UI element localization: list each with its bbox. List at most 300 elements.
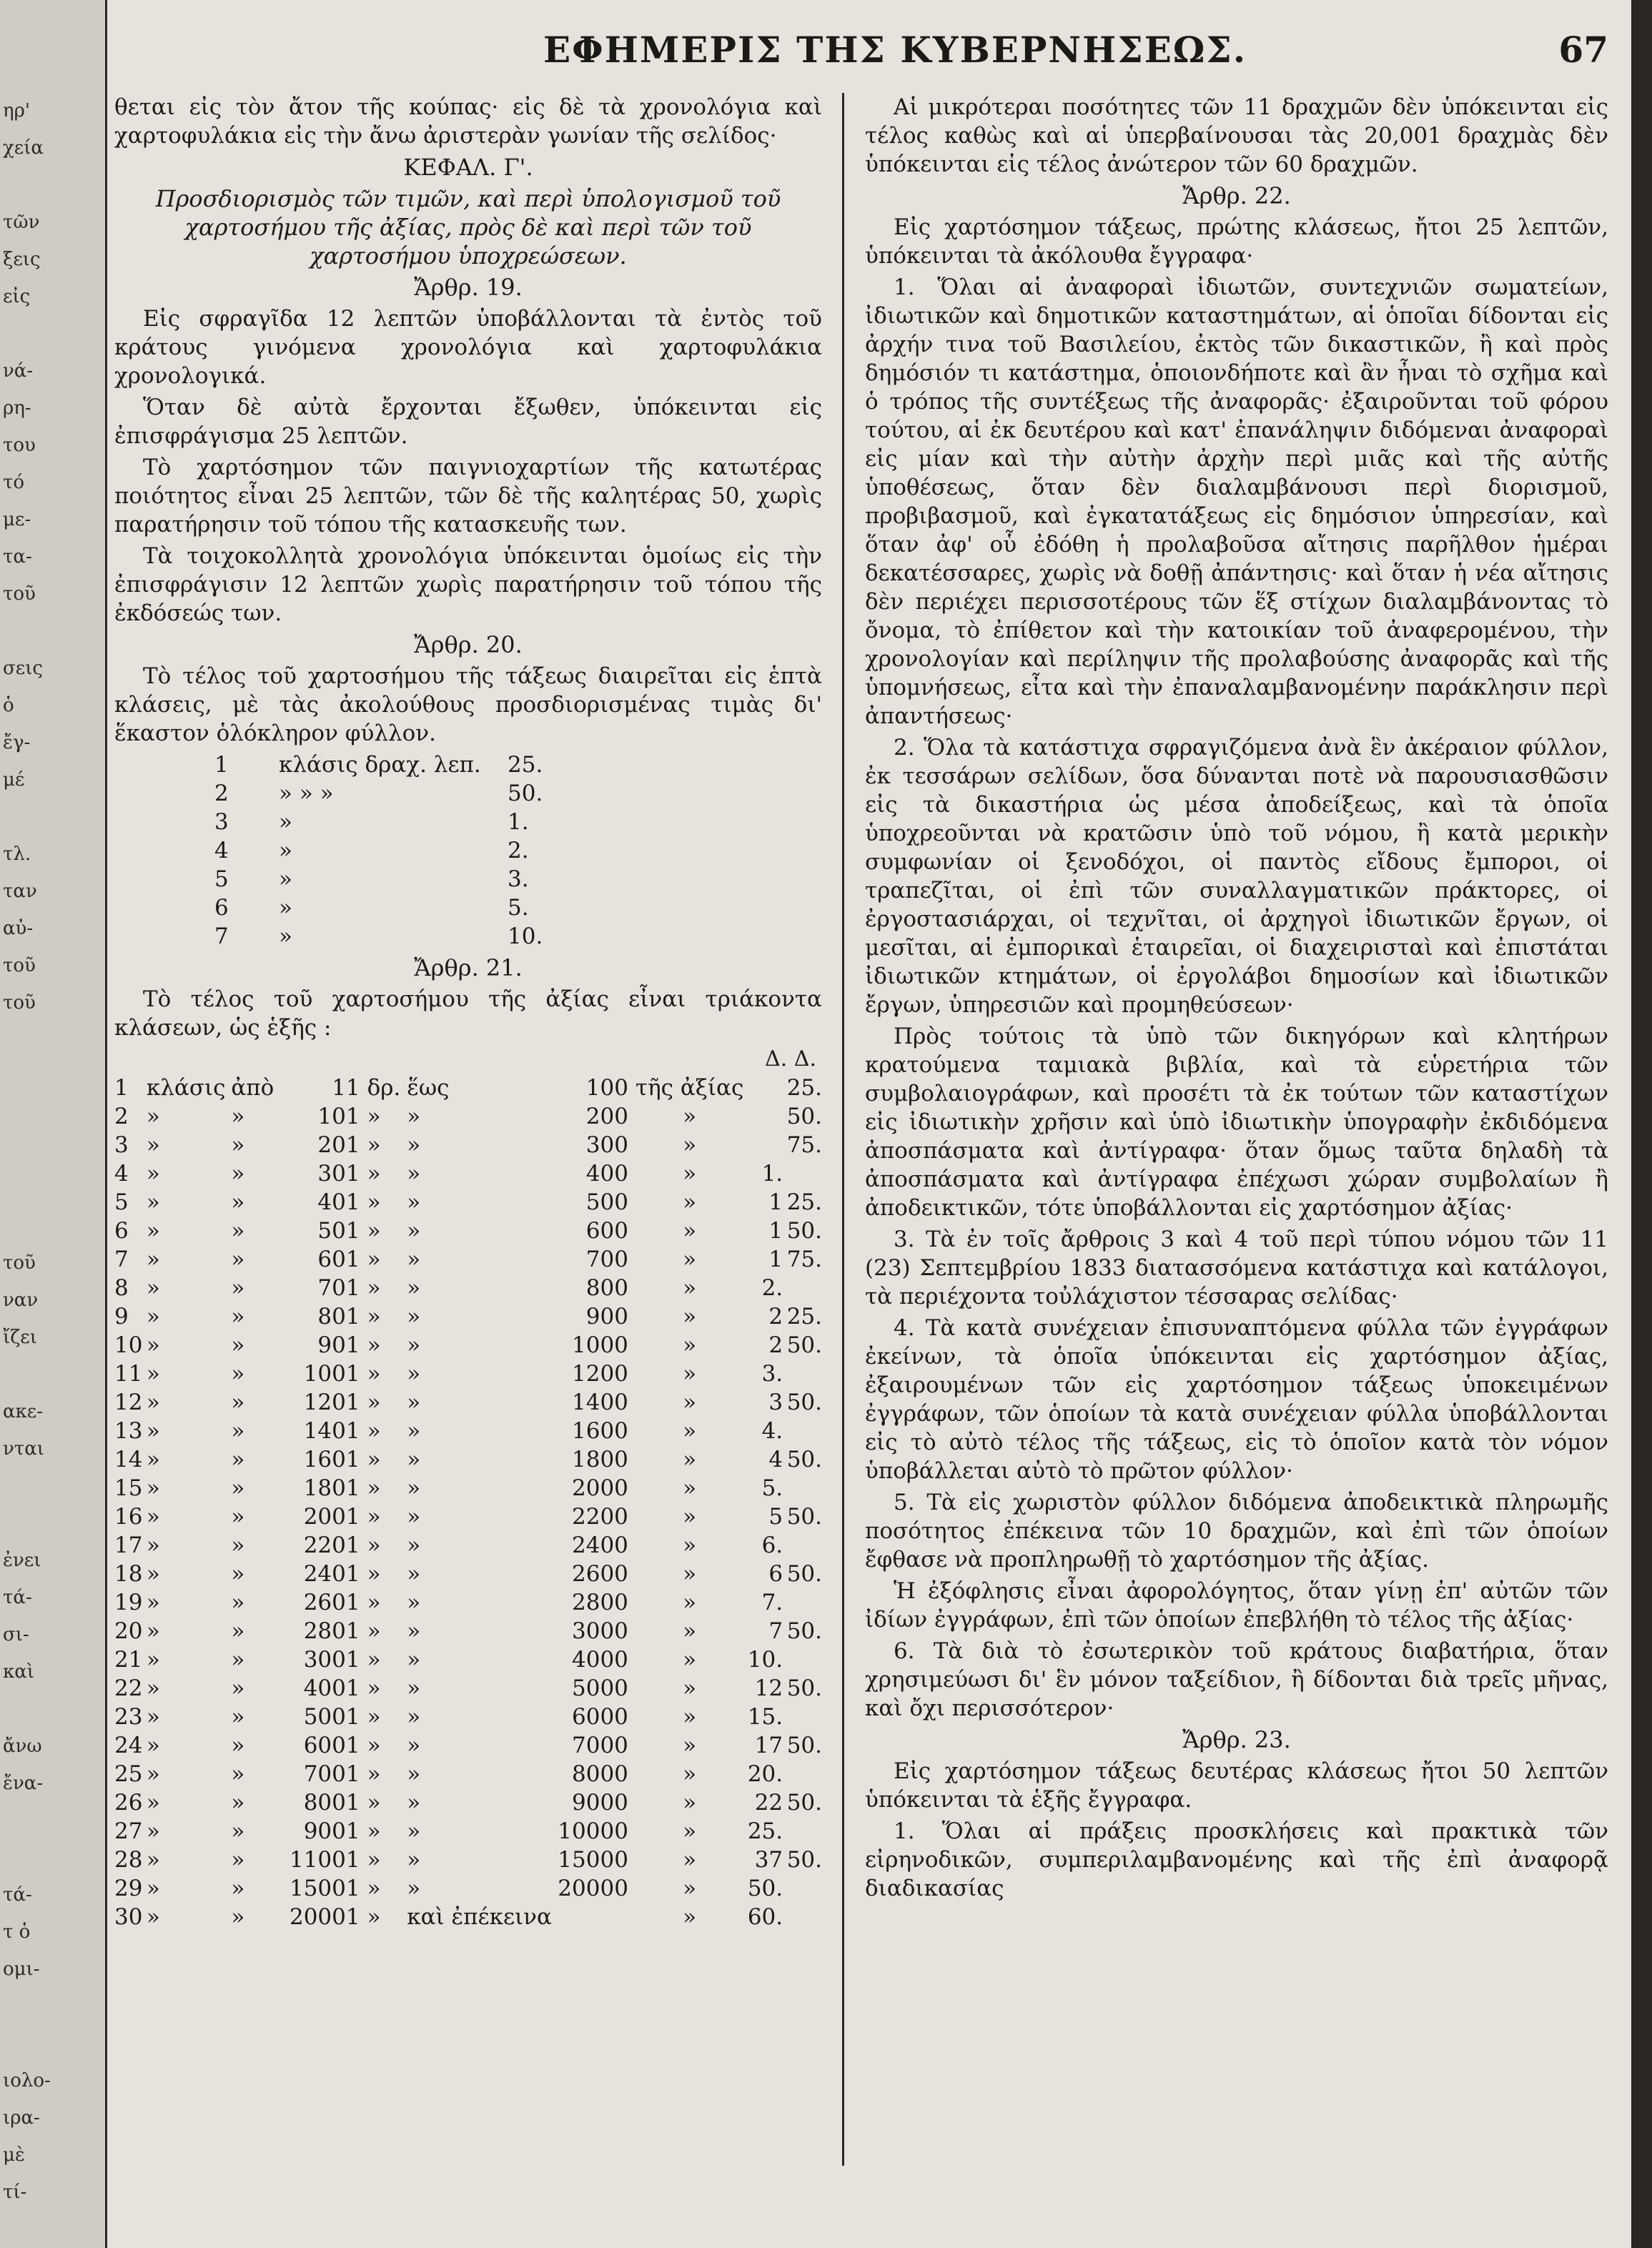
table-cell: 2.	[508, 838, 529, 863]
table-cell: »	[407, 1704, 421, 1730]
table-row	[114, 1074, 822, 1102]
table-cell: 12	[754, 1675, 783, 1701]
table-cell: 21	[114, 1647, 143, 1673]
table-cell: 1400	[572, 1390, 628, 1415]
chapter-subtitle: Προσδιορισμὸς τῶν τιμῶν, καὶ περὶ ὑπολογισμοῦ τοῦ χαρτοσήμου τῆς ἀξίας, πρὸς δὲ καὶ περὶ τῶν τοῦ χαρτοσήμου ὑποχρεώσεων.	[155, 185, 781, 269]
table-cell: »	[367, 1904, 381, 1930]
table-cell: 11	[114, 1361, 143, 1387]
table-cell: »	[231, 1818, 245, 1844]
table-cell	[783, 1703, 822, 1731]
table-cell: 900	[585, 1304, 628, 1330]
table-cell: »	[683, 1590, 697, 1615]
table-cell: »	[231, 1532, 245, 1558]
table-cell: »	[231, 1675, 245, 1701]
strip-word: μὲ	[3, 2144, 25, 2166]
table-cell: 6	[214, 895, 229, 921]
table-cell: 25.	[786, 1075, 822, 1101]
table-row	[114, 1788, 822, 1817]
table-cell: »	[367, 1590, 381, 1615]
strip-word: σι-	[3, 1624, 29, 1645]
table-cell: »	[231, 1104, 245, 1129]
table-cell: 15000	[558, 1847, 628, 1873]
table-cell: 50.	[786, 1332, 822, 1358]
paragraph: Τὸ χαρτόσημον τῶν παιγνιοχαρτίων τῆς κατωτέρας ποιότητος εἶναι 25 λεπτῶν, τῶν δὲ τῆς καλητέρας 50, χωρὶς παρατήρησιν τοῦ τόπου τῆς κατασκευῆς των.	[114, 455, 822, 538]
table-cell: »	[146, 1104, 160, 1129]
table-cell: 1801	[303, 1475, 360, 1501]
table-cell: »	[407, 1790, 421, 1816]
strip-word: ξεις	[3, 249, 41, 270]
table-cell: 10	[114, 1332, 143, 1358]
table-cell: »	[407, 1161, 421, 1187]
table-cell: 701	[317, 1275, 360, 1301]
table-cell: »	[146, 1904, 160, 1930]
table-cell: »	[367, 1161, 381, 1187]
paragraph: 1. Ὅλαι αἱ πράξεις προσκλήσεις καὶ πρακτικὰ τῶν εἰρηνοδικῶν, συμπεριλαμβανομένης καὶ τῆς ἐπὶ ἀναφορᾷ διαδικασίας	[865, 1818, 1608, 1901]
table-cell: »	[683, 1847, 697, 1873]
table-cell: 50.	[747, 1876, 783, 1901]
table-cell	[743, 1102, 783, 1131]
table-cell: »	[146, 1818, 160, 1844]
table-cell: »	[407, 1361, 421, 1387]
table-cell	[783, 1417, 822, 1445]
table-cell: 6	[114, 1218, 129, 1244]
table-cell: »	[146, 1733, 160, 1758]
header-title: ΕΦΗΜΕΡΙΣ ΤΗΣ ΚΥΒΕΡΝΗΣΕΩΣ.	[543, 29, 1247, 71]
table-cell	[783, 1274, 822, 1302]
table-cell: »	[146, 1275, 160, 1301]
table-cell: 1601	[303, 1447, 360, 1472]
table-cell: »	[407, 1247, 421, 1272]
strip-word: τοῦ	[3, 992, 36, 1014]
table-cell: 1001	[303, 1361, 360, 1387]
table-cell: »	[367, 1504, 381, 1530]
strip-word: αὐ-	[3, 918, 34, 939]
table-cell: 20001	[289, 1904, 360, 1930]
table-cell: »	[683, 1218, 697, 1244]
paragraph: Εἰς χαρτόσημον τάξεως, πρώτης κλάσεως, ἤτοι 25 λεπτῶν, ὑπόκεινται τὰ ἀκόλουθα ἔγγραφα·	[865, 214, 1608, 269]
table-row	[114, 1560, 822, 1588]
table-cell: »	[683, 1733, 697, 1758]
table-cell: 1000	[572, 1332, 628, 1358]
table-cell: 4	[214, 838, 229, 863]
table-cell: 15001	[289, 1876, 360, 1901]
table-row	[114, 1159, 822, 1188]
table-cell: »	[146, 1876, 160, 1901]
article-heading: Ἄρθρ. 20.	[414, 631, 523, 658]
table-row	[114, 1903, 822, 1931]
table-cell: ἕως	[407, 1075, 450, 1101]
table-cell: 5	[114, 1189, 129, 1215]
table-cell: 5	[214, 866, 229, 892]
table-cell: 18	[114, 1561, 143, 1587]
table-cell: »	[683, 1104, 697, 1129]
strip-word: τοῦ	[3, 1252, 36, 1274]
strip-word: ιρα-	[3, 2107, 40, 2129]
table-cell: »	[146, 1304, 160, 1330]
table-cell: »	[407, 1447, 421, 1472]
table-cell: »	[231, 1618, 245, 1644]
table-cell: »	[407, 1876, 421, 1901]
table-cell: »	[231, 1332, 245, 1358]
table-cell: »	[683, 1818, 697, 1844]
column-divider	[842, 93, 844, 2166]
table-cell: 2	[214, 781, 229, 806]
table-row	[114, 1331, 822, 1360]
table-cell: »	[407, 1218, 421, 1244]
table-cell: 2801	[303, 1618, 360, 1644]
table-cell	[783, 1531, 822, 1560]
table-cell: 901	[317, 1332, 360, 1358]
table-cell: »	[231, 1504, 245, 1530]
table-cell: 19	[114, 1590, 143, 1615]
table-cell: »	[279, 866, 292, 892]
table-row	[114, 1417, 822, 1445]
strip-word: ακε-	[3, 1401, 44, 1422]
table-cell: »	[683, 1704, 697, 1730]
table-cell: 201	[317, 1132, 360, 1158]
table-row	[114, 1131, 822, 1159]
table-cell: »	[407, 1475, 421, 1501]
table-cell: »	[231, 1390, 245, 1415]
table-cell: »	[146, 1647, 160, 1673]
table-cell: »	[683, 1790, 697, 1816]
table-cell: 7.	[761, 1590, 783, 1615]
table-cell: 7	[768, 1618, 783, 1644]
table-row	[114, 865, 651, 893]
table-cell: »	[407, 1332, 421, 1358]
table-cell: 26	[114, 1790, 143, 1816]
table-cell: 37	[754, 1847, 783, 1873]
table-cell: »	[407, 1132, 421, 1158]
table-cell: 2400	[572, 1532, 628, 1558]
table-row	[114, 1502, 822, 1531]
table-cell: »	[683, 1904, 697, 1930]
table-cell: καὶ ἐπέκεινα	[407, 1904, 552, 1930]
strip-word: τλ.	[3, 843, 31, 865]
table-cell: 1600	[572, 1418, 628, 1444]
table-cell: »	[367, 1361, 381, 1387]
table-cell: 2000	[572, 1475, 628, 1501]
table-cell: 4000	[572, 1647, 628, 1673]
table-cell: »	[231, 1761, 245, 1787]
table-cell	[783, 1903, 822, 1931]
table-row	[114, 1674, 822, 1703]
table-cell: »	[146, 1675, 160, 1701]
strip-word: τοῦ	[3, 583, 36, 605]
table-cell	[783, 1474, 822, 1502]
table-cell: »	[367, 1847, 381, 1873]
table-cell: 401	[317, 1189, 360, 1215]
table-cell: »	[407, 1304, 421, 1330]
table-cell: 10.	[508, 924, 543, 949]
table-cell: 12	[114, 1390, 143, 1415]
right-column	[865, 93, 1608, 1906]
table-cell: »	[683, 1447, 697, 1472]
table-cell: 3	[214, 809, 229, 835]
table-cell: »	[407, 1590, 421, 1615]
table-row	[114, 1188, 822, 1217]
class-table	[114, 751, 651, 951]
table-cell: 3001	[303, 1647, 360, 1673]
table-cell: 30	[114, 1904, 143, 1930]
table-row	[114, 751, 651, 779]
table-cell: 1401	[303, 1418, 360, 1444]
table-cell: 3.	[761, 1361, 783, 1387]
strip-word: ιολο-	[3, 2070, 51, 2091]
table-cell: »	[367, 1390, 381, 1415]
table-cell: 7001	[303, 1761, 360, 1787]
table-cell: 25.	[747, 1818, 783, 1844]
table-row	[114, 1817, 822, 1846]
table-cell: »	[279, 924, 292, 949]
table-cell: »	[367, 1247, 381, 1272]
table-row	[114, 1588, 822, 1617]
strip-word: σεις	[3, 658, 43, 679]
table-cell: 14	[114, 1447, 143, 1472]
table-cell: 1201	[303, 1390, 360, 1415]
table-cell: »	[683, 1618, 697, 1644]
table-cell: »	[367, 1818, 381, 1844]
table-cell: 300	[585, 1132, 628, 1158]
table-cell: »	[231, 1475, 245, 1501]
strip-word: ναν	[3, 1289, 39, 1311]
table-cell: 601	[317, 1247, 360, 1272]
table-cell: »	[146, 1847, 160, 1873]
strip-word: τί-	[3, 2182, 27, 2203]
table-cell: »	[146, 1418, 160, 1444]
paragraph: 1. Ὅλαι αἱ ἀναφοραὶ ἰδιωτῶν, συντεχνιῶν σωματείων, ἰδιωτικῶν καὶ δημοτικῶν καταστημάτων, αἱ ὁποῖαι δίδονται εἰς ἀρχήν τινα τοῦ Βασιλείου, ἐκτὸς τῶν δικαστικῶν, ἢ καὶ πρὸς δημόσιόν τι κατάστημα, ὁποιονδήποτε καὶ ἂν ἦναι τὸ σχῆμα καὶ ὁ τρόπος τῆς συντέξεως τῆς ἀναφορᾶς· ἐξαιροῦνται τοῦ φόρου τούτου, αἱ ἐκ δευτέρου καὶ κατ' ἐπανάληψιν διδόμεναι ἀναφοραὶ εἰς μίαν καὶ τὴν αὐτὴν ἀρχὴν περὶ μιᾶς καὶ τῆς αὐτῆς ὑποθέσεως, ὅταν δὲν διαλαμβάνουσι περὶ διορισμοῦ, προβιβασμοῦ, καὶ ἐγκατατάξεως εἰς δημόσιον ὑπηρεσίαν, καὶ ὅταν ἀφ' οὗ ἐδόθη ἡ προλαβοῦσα αἴτησις παρῆλθον ἡμέραι δεκατέσσαρες, χωρὶς νὰ δοθῇ ἀπάντησις· καὶ ὅταν ἡ νέα αἴτησις δὲν περιέχει περισσοτέρους τῶν ἕξ στίχων διαλαμβάνοντας τὸ ὄνομα, τὸ ἐπίθετον καὶ τὴν κατοικίαν τοῦ ἀναφερομένου, τὴν χρονολογίαν καὶ περίληψιν τῆς προλαβούσης ἀναφορᾶς καὶ τῆς ὑπομνήσεως, εἶτα καὶ τὴν ἐπαναλαμβανομένην παράκλησιν περὶ ἀπαντήσεως·	[865, 274, 1608, 729]
table-cell: 25.	[508, 752, 543, 778]
table-cell: 5.	[508, 895, 529, 921]
table-cell: 27	[114, 1818, 143, 1844]
table-cell: »	[683, 1332, 697, 1358]
table-cell: ἀπὸ	[231, 1075, 274, 1101]
table-cell: »	[367, 1790, 381, 1816]
table-cell: 9	[114, 1304, 129, 1330]
paragraph: Εἰς χαρτόσημον τάξεως δευτέρας κλάσεως ἤτοι 50 λεπτῶν ὑπόκεινται τὰ ἑξῆς ἔγγραφα.	[865, 1758, 1608, 1813]
table-cell: »	[683, 1418, 697, 1444]
table-row	[114, 836, 651, 865]
table-row	[114, 1760, 822, 1788]
strip-word: του	[3, 435, 36, 456]
table-cell: »	[683, 1647, 697, 1673]
strip-word: ἐνει	[3, 1550, 41, 1571]
table-cell: κλάσις δραχ. λεπ.	[279, 752, 481, 778]
table-cell: 20.	[747, 1761, 783, 1787]
table-cell: »	[146, 1447, 160, 1472]
table-cell: 2	[768, 1332, 783, 1358]
table-cell: κλάσις	[146, 1075, 226, 1101]
table-row	[114, 1703, 822, 1731]
table-cell: »	[146, 1361, 160, 1387]
table-cell: »	[231, 1876, 245, 1901]
table-cell	[743, 1131, 783, 1159]
table-cell: 4	[114, 1161, 129, 1187]
article-heading: Ἄρθρ. 19.	[414, 274, 523, 301]
table-cell: »	[683, 1390, 697, 1415]
paragraph: θεται εἰς τὸν ἄτον τῆς κούπας· εἰς δὲ τὰ χρονολόγια καὶ χαρτοφυλάκια εἰς τὴν ἄνω ἀριστερὰν γωνίαν τῆς σελίδος·	[114, 94, 822, 149]
page-header	[107, 29, 1637, 79]
table-cell: 6	[768, 1561, 783, 1587]
table-cell: » » »	[279, 781, 334, 806]
table-cell: »	[367, 1275, 381, 1301]
table-cell: »	[231, 1847, 245, 1873]
table-cell: »	[279, 838, 292, 863]
table-cell: 2	[114, 1104, 129, 1129]
table-cell: »	[367, 1618, 381, 1644]
table-cell: »	[146, 1132, 160, 1158]
table-cell: 20	[114, 1618, 143, 1644]
table-cell: 25.	[786, 1189, 822, 1215]
table-row	[114, 1617, 822, 1645]
table-cell: »	[231, 1361, 245, 1387]
table-row	[114, 1445, 822, 1474]
table-row	[114, 1531, 822, 1560]
table-cell: »	[407, 1104, 421, 1129]
adjacent-page-strip	[0, 0, 107, 2248]
table-cell: 6001	[303, 1733, 360, 1758]
table-cell: »	[146, 1475, 160, 1501]
paragraph: Αἱ μικρότεραι ποσότητες τῶν 11 δραχμῶν δὲν ὑπόκεινται εἰς τέλος καθὼς καὶ αἱ ὑπερβαίνουσαι τὰς 20,001 δραχμὰς δὲν ὑπόκεινται εἰς τέλος ἀνώτερον τῶν 60 δραχμῶν.	[865, 94, 1608, 177]
table-cell: δρ.	[367, 1075, 401, 1101]
table-cell: »	[231, 1790, 245, 1816]
fee-table	[114, 1074, 822, 1931]
table-cell: 200	[585, 1104, 628, 1129]
table-cell: 2200	[572, 1504, 628, 1530]
table-cell: »	[279, 895, 292, 921]
strip-word: ομι-	[3, 1959, 40, 1980]
table-cell: »	[407, 1390, 421, 1415]
table-cell: »	[231, 1647, 245, 1673]
table-cell: 50.	[786, 1218, 822, 1244]
table-cell: 6000	[572, 1704, 628, 1730]
table-row	[114, 1731, 822, 1760]
table-cell: 8001	[303, 1790, 360, 1816]
strip-word: νά-	[3, 360, 34, 382]
table-cell: 22	[754, 1790, 783, 1816]
table-cell: 2	[768, 1304, 783, 1330]
table-cell: 3	[768, 1390, 783, 1415]
table-cell: »	[683, 1475, 697, 1501]
table-cell: 2001	[303, 1504, 360, 1530]
table-cell: »	[407, 1418, 421, 1444]
table-cell	[743, 1074, 783, 1102]
table-cell: »	[407, 1761, 421, 1787]
table-cell: »	[146, 1761, 160, 1787]
table-cell: »	[367, 1475, 381, 1501]
table-cell: 11001	[289, 1847, 360, 1873]
table-cell: 1	[768, 1189, 783, 1215]
article-heading: Ἄρθρ. 23.	[1182, 1726, 1291, 1753]
table-cell	[783, 1760, 822, 1788]
table-cell: 101	[317, 1104, 360, 1129]
table-cell: 501	[317, 1218, 360, 1244]
table-cell	[783, 1817, 822, 1846]
paragraph: Πρὸς τούτοις τὰ ὑπὸ τῶν δικηγόρων καὶ κλητήρων κρατούμενα ταμιακὰ βιβλία, καὶ τὰ εὑρετήρια τῶν συμβολαιογράφων, καὶ προσέτι τὰ ἐκ τούτων τῶν καταστίχων εἰς ἰδιωτικὴν χρῆσιν καὶ ὑπὸ ἰδιωτικὴν ὑπογραφὴν ἐκδιδόμενα ἀποσπάσματα καὶ ἀντίγραφα· ὅταν ὅμως ταῦτα δηλαδὴ τὰ ἀποσπάσματα καὶ ἀντίγραφα ἐπέχωσι χώραν συμβολαίων ἢ ἀποδεικτικῶν, τότε ὑποβάλλονται εἰς χαρτόσημον ἀξίας·	[865, 1024, 1608, 1221]
paragraph: 4. Τὰ κατὰ συνέχειαν ἐπισυναπτόμενα φύλλα τῶν ἐγγράφων ἐκείνων, τὰ ὁποῖα ὑπόκεινται εἰς χαρτόσημον ἀξίας, ἐξαιρουμένων τῶν εἰς χαρτόσημον τάξεως ὑποκειμένων ἐγγράφων, τῶν ὁποίων τὰ κατὰ συνέχειαν φύλλα ὑποβάλλονται εἰς τὸ αὐτὸ τέλος τῆς τάξεως, εἰς τὸ ὁποῖον κατὰ τὸν νόμον ὑποβάλλεται αὐτὸ τὸ πρῶτον φύλλον·	[865, 1315, 1608, 1484]
strip-word: ἔνα-	[3, 1773, 44, 1794]
table-cell: 801	[317, 1304, 360, 1330]
table-cell	[783, 1645, 822, 1674]
table-cell: 5	[768, 1504, 783, 1530]
table-cell: 25.	[786, 1304, 822, 1330]
table-cell: 1	[114, 1075, 129, 1101]
strip-word: τοῦ	[3, 955, 36, 976]
table-cell: 7000	[572, 1733, 628, 1758]
table-cell: »	[367, 1332, 381, 1358]
paragraph: Τὸ τέλος τοῦ χαρτοσήμου τῆς ἀξίας εἶναι τριάκοντα κλάσεων, ὡς ἑξῆς :	[114, 986, 822, 1041]
table-row	[114, 1360, 822, 1388]
table-cell: »	[367, 1876, 381, 1901]
strip-word: τά-	[3, 1587, 32, 1608]
table-cell: »	[231, 1247, 245, 1272]
table-cell: 1	[768, 1247, 783, 1272]
table-cell: 3	[114, 1132, 129, 1158]
table-cell: 500	[585, 1189, 628, 1215]
table-cell: »	[279, 809, 292, 835]
table-row	[114, 922, 651, 951]
table-cell: 50.	[786, 1447, 822, 1472]
table-cell: 17	[754, 1733, 783, 1758]
chapter-heading: ΚΕΦΑΛ. Γ'.	[403, 154, 533, 181]
table-cell	[783, 1874, 822, 1903]
table-cell: 1.	[508, 809, 529, 835]
table-cell: »	[146, 1247, 160, 1272]
paragraph: Τὸ τέλος τοῦ χαρτοσήμου τῆς τάξεως διαιρεῖται εἰς ἑπτὰ κλάσεις, μὲ τὰς ἀκολούθους προσδιορισμένας τιμὰς δι' ἕκαστον ὁλόκληρον φύλλον.	[114, 663, 822, 746]
table-row	[114, 1874, 822, 1903]
table-cell	[552, 1903, 635, 1931]
table-cell: »	[367, 1761, 381, 1787]
table-cell: »	[407, 1532, 421, 1558]
table-cell: »	[146, 1790, 160, 1816]
table-row	[114, 1102, 822, 1131]
table-row	[114, 893, 651, 922]
table-cell: 15.	[747, 1704, 783, 1730]
table-cell: »	[407, 1847, 421, 1873]
table-cell: »	[407, 1647, 421, 1673]
table-cell: 22	[114, 1675, 143, 1701]
table-cell: 8	[114, 1275, 129, 1301]
table-cell: 2201	[303, 1532, 360, 1558]
table-cell: »	[367, 1447, 381, 1472]
table-cell: »	[231, 1218, 245, 1244]
table-cell: 60.	[747, 1904, 783, 1930]
strip-word: τῶν	[3, 212, 40, 233]
table-cell: »	[683, 1876, 697, 1901]
table-cell: »	[407, 1504, 421, 1530]
table-cell: 50.	[786, 1104, 822, 1129]
table-cell	[783, 1588, 822, 1617]
table-cell: 50.	[786, 1504, 822, 1530]
table-cell: »	[683, 1304, 697, 1330]
strip-word: ἄνω	[3, 1735, 42, 1757]
table-cell: »	[146, 1561, 160, 1587]
left-column	[114, 93, 822, 1931]
table-row	[114, 1474, 822, 1502]
table-cell: »	[407, 1733, 421, 1758]
table-row	[114, 1645, 822, 1674]
table-cell: »	[407, 1561, 421, 1587]
strip-word: τά-	[3, 1884, 32, 1906]
table-cell: 7	[214, 924, 229, 949]
table-cell: »	[367, 1675, 381, 1701]
paragraph: 2. Ὅλα τὰ κατάστιχα σφραγιζόμενα ἀνὰ ἓν ἀκέραιον φύλλον, ἐκ τεσσάρων σελίδων, ὅσα δύνανται ποτὲ νὰ παρουσιασθῶσιν εἰς τὰ δικαστήρια ὡς μέσα ἀποδείξεως, καὶ τὰ ὁποῖα ὑποχρεοῦνται νὰ κρατῶσιν ὑπὸ τοῦ νόμου, ἢ κατὰ μερικὴν συμφωνίαν οἱ ξενοδόχοι, οἱ παντὸς εἴδους ἔμποροι, οἱ τραπεζῖται, οἱ ἐπὶ τῶν συναλλαγματικῶν πράκτορες, οἱ ἐργοστασιάρχαι, οἱ τεχνῖται, οἱ ἀρχηγοὶ ἰδιωτικῶν ἔργων, οἱ μεσῖται, αἱ ἐμπορικαὶ ἑταιρεῖαι, οἱ διαχειρισταὶ καὶ ἐπιστάται ἰδιωτικῶν κτημάτων, οἱ ἐργολάβοι δημοσίων καὶ ἰδιωτικῶν ἔργων, ὑπηρεσιῶν καὶ προμηθεύσεων·	[865, 735, 1608, 1018]
table-cell: 28	[114, 1847, 143, 1873]
table-cell: 6.	[761, 1532, 783, 1558]
table-cell: 4.	[761, 1418, 783, 1444]
table-cell: 5001	[303, 1704, 360, 1730]
strip-word: ηρ'	[3, 100, 31, 122]
